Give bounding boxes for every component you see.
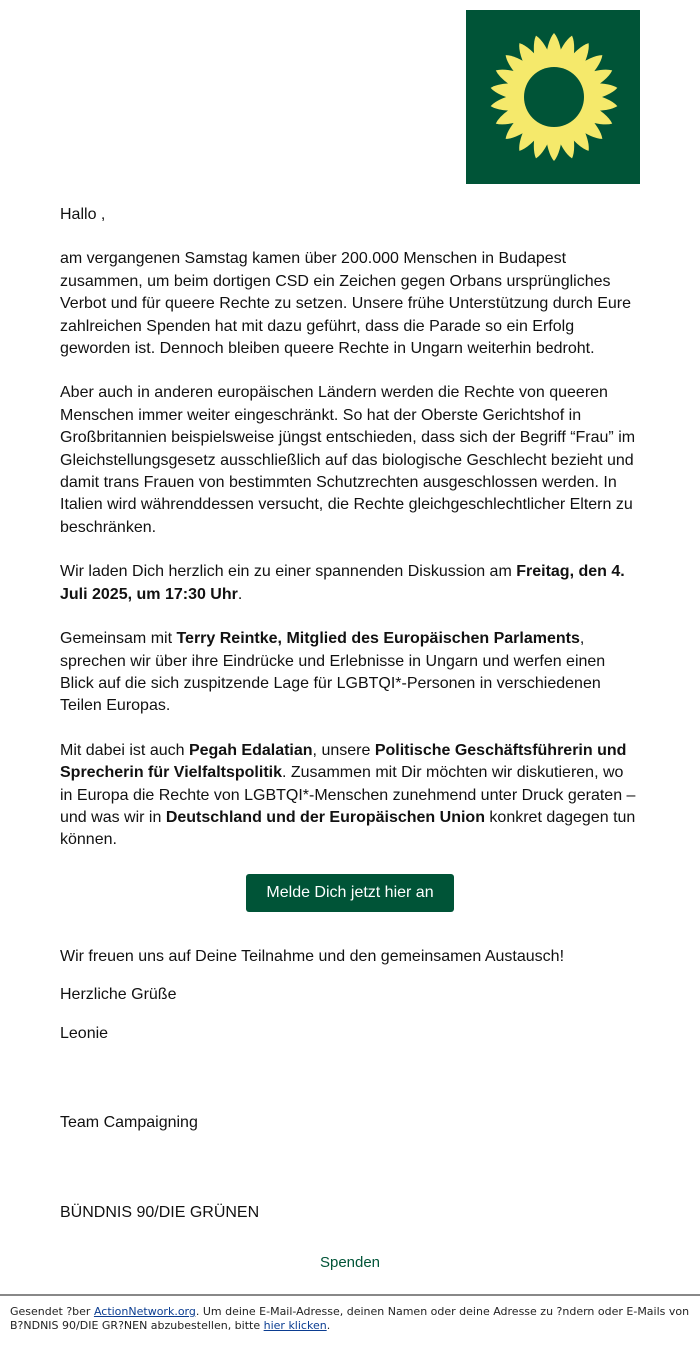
signature: Leonie [60,1025,109,1042]
footer-divider [0,1294,700,1296]
paragraph-terry: Gemeinsam mit Terry Reintke, Mitglied des Europäischen Parlaments, sprechen wir über ihre Eindrücke und Erlebnisse in Ungarn und werfen einen Blick auf die sich zuspitzende Lage für LGBTQI*-Personen in verschiedenen Teilen Europas. [60,630,606,715]
paragraph-europe: Aber auch in anderen europäischen Ländern werden die Rechte von queeren Menschen immer weiter eingeschränkt. So hat der Oberste Gerichtshof in Großbritannien beispielsweise jüngst entschieden, dass sich der Begriff “Frau” im Gleichstellungsgesetz ausschließlich auf das biologische Geschlecht bezieht und damit trans Frauen von bestimmten Schutzrechten ausgeschlossen werden. In Italien wird währenddessen versucht, die Rechte gleichgeschlechtlicher Eltern zu beschränken. [60,384,636,536]
event-date: Freitag, den 4. Juli 2025, um 17:30 Uhr [60,563,625,603]
greeting: Hallo , [60,206,106,223]
paragraph-invitation: Wir laden Dich herzlich ein zu einer spannenden Diskussion am Freitag, den 4. Juli 2025, um 17:30 Uhr. [60,563,625,603]
team-name: Team Campaigning [60,1114,198,1131]
logo [466,10,640,184]
footer: Gesendet ?ber ActionNetwork.org. Um deine E-Mail-Adresse, deinen Namen oder deine Adresse zu ?ndern oder E-Mails von B?NDNIS 90/DIE GR?NEN abzubestellen, bitte hier klicken. [10,1305,690,1332]
paragraph-budapest: am vergangenen Samstag kamen über 200.000 Menschen in Budapest zusammen, um beim dortigen CSD ein Zeichen gegen Orbans ursprüngliches Verbot und für queere Rechte zu setzen. Unsere frühe Unterstützung durch Eure zahlreichen Spenden hat mit dazu geführt, dass die Parade so ein Erfolg geworden ist. Dennoch bleiben queere Rechte in Ungarn weiterhin bedroht. [60,250,631,358]
unsubscribe-link[interactable]: hier klicken [263,1319,327,1332]
speaker-pegah: Pegah Edalatian [188,741,313,759]
closing-line: Wir freuen uns auf Deine Teilnahme und den gemeinsamen Austausch! [60,948,565,965]
cta-wrapper [60,874,640,912]
regards: Herzliche Grüße [60,986,177,1003]
speaker-pegah-role: Politische Geschäftsführerin und Sprecherin für Vielfaltspolitik [60,741,627,782]
email-body [60,204,640,912]
speaker-terry: Terry Reintke, Mitglied des Europäischen Parlaments [176,630,580,648]
organization-name: BÜNDNIS 90/DIE GRÜNEN [60,1204,260,1221]
paragraph-pegah: Mit dabei ist auch Pegah Edalatian, unsere Politische Geschäftsführerin und Sprecherin für Vielfaltspolitik. Zusammen mit Dir möchten wir diskutieren, wo in Europa die Rechte von LGBTQI*-Menschen zunehmend unter Druck geraten – und was wir in Deutschland und der Europäischen Union konkret dagegen tun können. [60,741,636,849]
actionnetwork-link[interactable]: ActionNetwork.org [93,1305,196,1318]
region-highlight: Deutschland und der Europäischen Union [165,808,485,826]
sunflower-icon [466,10,640,184]
register-button[interactable]: Melde Dich jetzt hier an [246,874,454,912]
donate-link[interactable]: Spenden [319,1254,381,1271]
